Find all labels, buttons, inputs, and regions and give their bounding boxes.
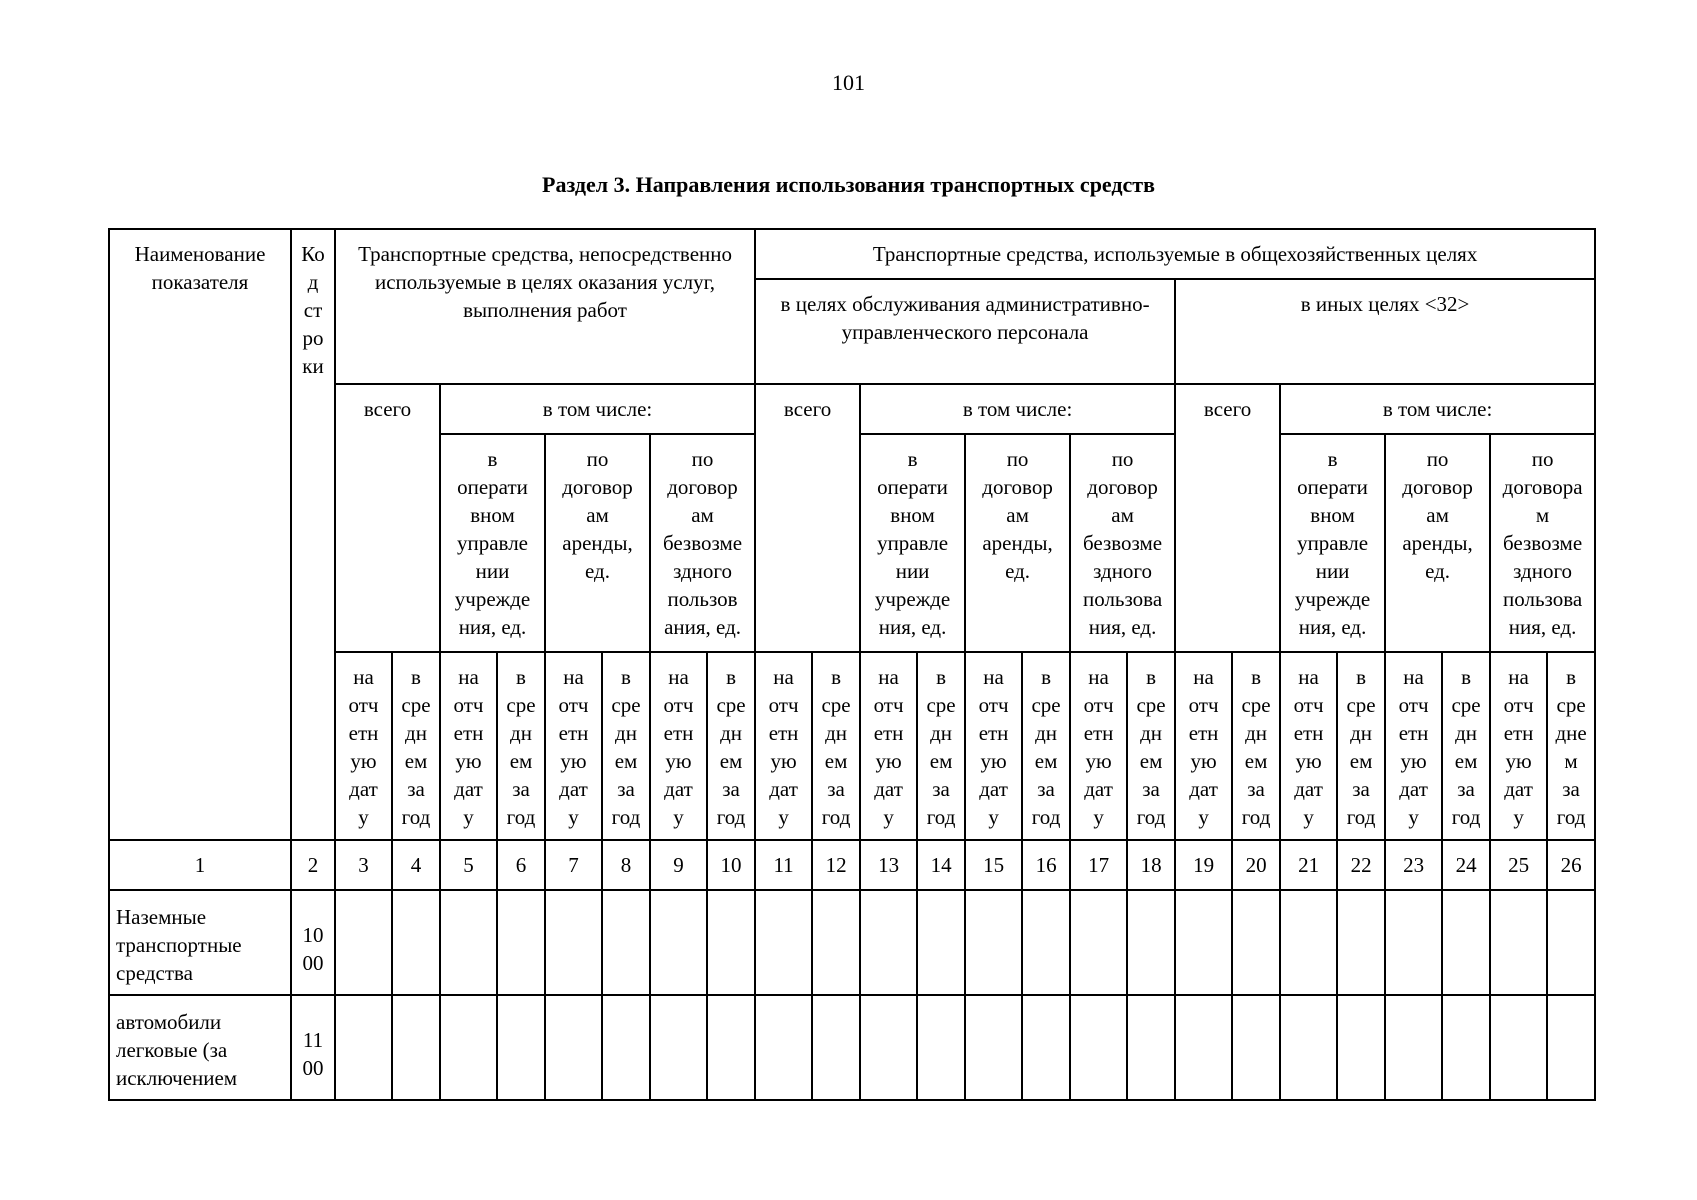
header-per-date: на отч етн ую дат у <box>1280 652 1337 840</box>
section-title: Раздел 3. Направления использования транспортных средств <box>542 172 1155 197</box>
data-cell[interactable] <box>1070 995 1127 1100</box>
header-per-date: на отч етн ую дат у <box>1385 652 1442 840</box>
transport-usage-table <box>108 228 1596 1101</box>
header-group-general: Транспортные средства, используемые в общехозяйственных целях <box>755 229 1595 279</box>
column-number: 11 <box>755 840 812 890</box>
header-total-g2a: всего <box>755 384 860 652</box>
column-number: 12 <box>812 840 860 890</box>
data-cell[interactable] <box>1490 890 1547 995</box>
header-including-g2a: в том числе: <box>860 384 1175 434</box>
row-code: 10 00 <box>291 890 335 995</box>
data-cell[interactable] <box>392 995 440 1100</box>
header-free-use-g2a: по договор ам безвозме здного пользова ния, ед. <box>1070 434 1175 652</box>
column-number: 1 <box>109 840 291 890</box>
column-number: 26 <box>1547 840 1595 890</box>
row-name: автомобили легковые (за исключением <box>109 995 291 1100</box>
data-cell[interactable] <box>602 890 650 995</box>
header-total-g1: всего <box>335 384 440 652</box>
column-number: 6 <box>497 840 545 890</box>
header-including-g2b: в том числе: <box>1280 384 1595 434</box>
table-row <box>109 995 1595 1100</box>
row-code: 11 00 <box>291 995 335 1100</box>
column-number: 21 <box>1280 840 1337 890</box>
header-per-average: в сре дн ем за год <box>1337 652 1385 840</box>
data-cell[interactable] <box>1385 890 1442 995</box>
header-total-g2b: всего <box>1175 384 1280 652</box>
column-number: 2 <box>291 840 335 890</box>
data-cell[interactable] <box>335 890 392 995</box>
data-cell[interactable] <box>1127 890 1175 995</box>
column-number: 24 <box>1442 840 1490 890</box>
header-per-average: в сре дн ем за год <box>1442 652 1490 840</box>
data-cell[interactable] <box>1547 995 1595 1100</box>
header-per-average: в сре дн ем за год <box>1127 652 1175 840</box>
header-per-date: на отч етн ую дат у <box>1490 652 1547 840</box>
data-cell[interactable] <box>1070 890 1127 995</box>
data-cell[interactable] <box>545 995 602 1100</box>
header-operative-g2b: в операти вном управле нии учрежде ния, ед. <box>1280 434 1385 652</box>
header-lease-g1: по договор ам аренды, ед. <box>545 434 650 652</box>
data-cell[interactable] <box>497 890 545 995</box>
header-per-average: в сре дн ем за год <box>1022 652 1070 840</box>
column-numbers-row <box>109 840 1595 890</box>
data-cell[interactable] <box>392 890 440 995</box>
data-cell[interactable] <box>650 890 707 995</box>
column-number: 25 <box>1490 840 1547 890</box>
data-cell[interactable] <box>1175 995 1232 1100</box>
header-per-average: в сре дн ем за год <box>917 652 965 840</box>
data-cell[interactable] <box>650 995 707 1100</box>
data-cell[interactable] <box>1175 890 1232 995</box>
data-cell[interactable] <box>1337 995 1385 1100</box>
data-cell[interactable] <box>335 995 392 1100</box>
data-cell[interactable] <box>1127 995 1175 1100</box>
header-per-date: на отч етн ую дат у <box>440 652 497 840</box>
data-cell[interactable] <box>755 995 812 1100</box>
column-number: 18 <box>1127 840 1175 890</box>
data-cell[interactable] <box>917 890 965 995</box>
data-cell[interactable] <box>1442 890 1490 995</box>
page-number: 101 <box>832 70 865 95</box>
data-cell[interactable] <box>1280 995 1337 1100</box>
header-row-1 <box>109 229 1595 279</box>
data-cell[interactable] <box>860 995 917 1100</box>
header-per-average: в сре дн ем за год <box>497 652 545 840</box>
column-number: 17 <box>1070 840 1127 890</box>
data-cell[interactable] <box>1232 890 1280 995</box>
data-cell[interactable] <box>1337 890 1385 995</box>
header-including-g1: в том числе: <box>440 384 755 434</box>
data-cell[interactable] <box>707 995 755 1100</box>
data-cell[interactable] <box>440 890 497 995</box>
header-indicator-name: Наименование показателя <box>109 229 291 840</box>
header-per-average: в сре дне м за год <box>1547 652 1595 840</box>
data-cell[interactable] <box>1280 890 1337 995</box>
column-number: 14 <box>917 840 965 890</box>
data-cell[interactable] <box>860 890 917 995</box>
column-number: 23 <box>1385 840 1442 890</box>
column-number: 5 <box>440 840 497 890</box>
header-per-average: в сре дн ем за год <box>812 652 860 840</box>
column-number: 7 <box>545 840 602 890</box>
header-per-date: на отч етн ую дат у <box>335 652 392 840</box>
header-per-average: в сре дн ем за год <box>602 652 650 840</box>
data-cell[interactable] <box>1022 995 1070 1100</box>
header-free-use-g1: по договор ам безвозме здного пользов ания, ед. <box>650 434 755 652</box>
header-group-other-purposes: в иных целях <32> <box>1175 279 1595 384</box>
data-cell[interactable] <box>812 995 860 1100</box>
data-cell[interactable] <box>497 995 545 1100</box>
data-cell[interactable] <box>917 995 965 1100</box>
header-per-date: на отч етн ую дат у <box>755 652 812 840</box>
data-cell[interactable] <box>1490 995 1547 1100</box>
data-cell[interactable] <box>965 890 1022 995</box>
header-per-date: на отч етн ую дат у <box>965 652 1022 840</box>
column-number: 19 <box>1175 840 1232 890</box>
data-cell[interactable] <box>1232 995 1280 1100</box>
header-operative-g1: в операти вном управле нии учрежде ния, ед. <box>440 434 545 652</box>
header-per-date: на отч етн ую дат у <box>860 652 917 840</box>
column-number: 9 <box>650 840 707 890</box>
header-per-date: на отч етн ую дат у <box>650 652 707 840</box>
header-group-admin-staff: в целях обслуживания административно-управленческого персонала <box>755 279 1175 384</box>
column-number: 8 <box>602 840 650 890</box>
column-number: 10 <box>707 840 755 890</box>
header-per-date: на отч етн ую дат у <box>545 652 602 840</box>
header-per-average: в сре дн ем за год <box>707 652 755 840</box>
data-cell[interactable] <box>1442 995 1490 1100</box>
data-cell[interactable] <box>755 890 812 995</box>
table-row <box>109 890 1595 995</box>
data-cell[interactable] <box>1022 890 1070 995</box>
column-number: 3 <box>335 840 392 890</box>
data-cell[interactable] <box>707 890 755 995</box>
header-group-services: Транспортные средства, непосредственно используемые в целях оказания услуг, выполнения работ <box>335 229 755 384</box>
header-lease-g2b: по договор ам аренды, ед. <box>1385 434 1490 652</box>
column-number: 16 <box>1022 840 1070 890</box>
header-lease-g2a: по договор ам аренды, ед. <box>965 434 1070 652</box>
row-name: Наземные транспортные средства <box>109 890 291 995</box>
header-per-date: на отч етн ую дат у <box>1175 652 1232 840</box>
header-line-code: Ко д ст ро ки <box>291 229 335 840</box>
header-per-date: на отч етн ую дат у <box>1070 652 1127 840</box>
data-cell[interactable] <box>1547 890 1595 995</box>
header-free-use-g2b: по договора м безвозме здного пользова ния, ед. <box>1490 434 1595 652</box>
header-per-average: в сре дн ем за год <box>392 652 440 840</box>
data-cell[interactable] <box>1385 995 1442 1100</box>
data-cell[interactable] <box>602 995 650 1100</box>
data-cell[interactable] <box>545 890 602 995</box>
header-per-average: в сре дн ем за год <box>1232 652 1280 840</box>
data-cell[interactable] <box>440 995 497 1100</box>
data-cell[interactable] <box>812 890 860 995</box>
column-number: 15 <box>965 840 1022 890</box>
data-cell[interactable] <box>965 995 1022 1100</box>
column-number: 22 <box>1337 840 1385 890</box>
column-number: 13 <box>860 840 917 890</box>
column-number: 4 <box>392 840 440 890</box>
column-number: 20 <box>1232 840 1280 890</box>
header-operative-g2a: в операти вном управле нии учрежде ния, ед. <box>860 434 965 652</box>
